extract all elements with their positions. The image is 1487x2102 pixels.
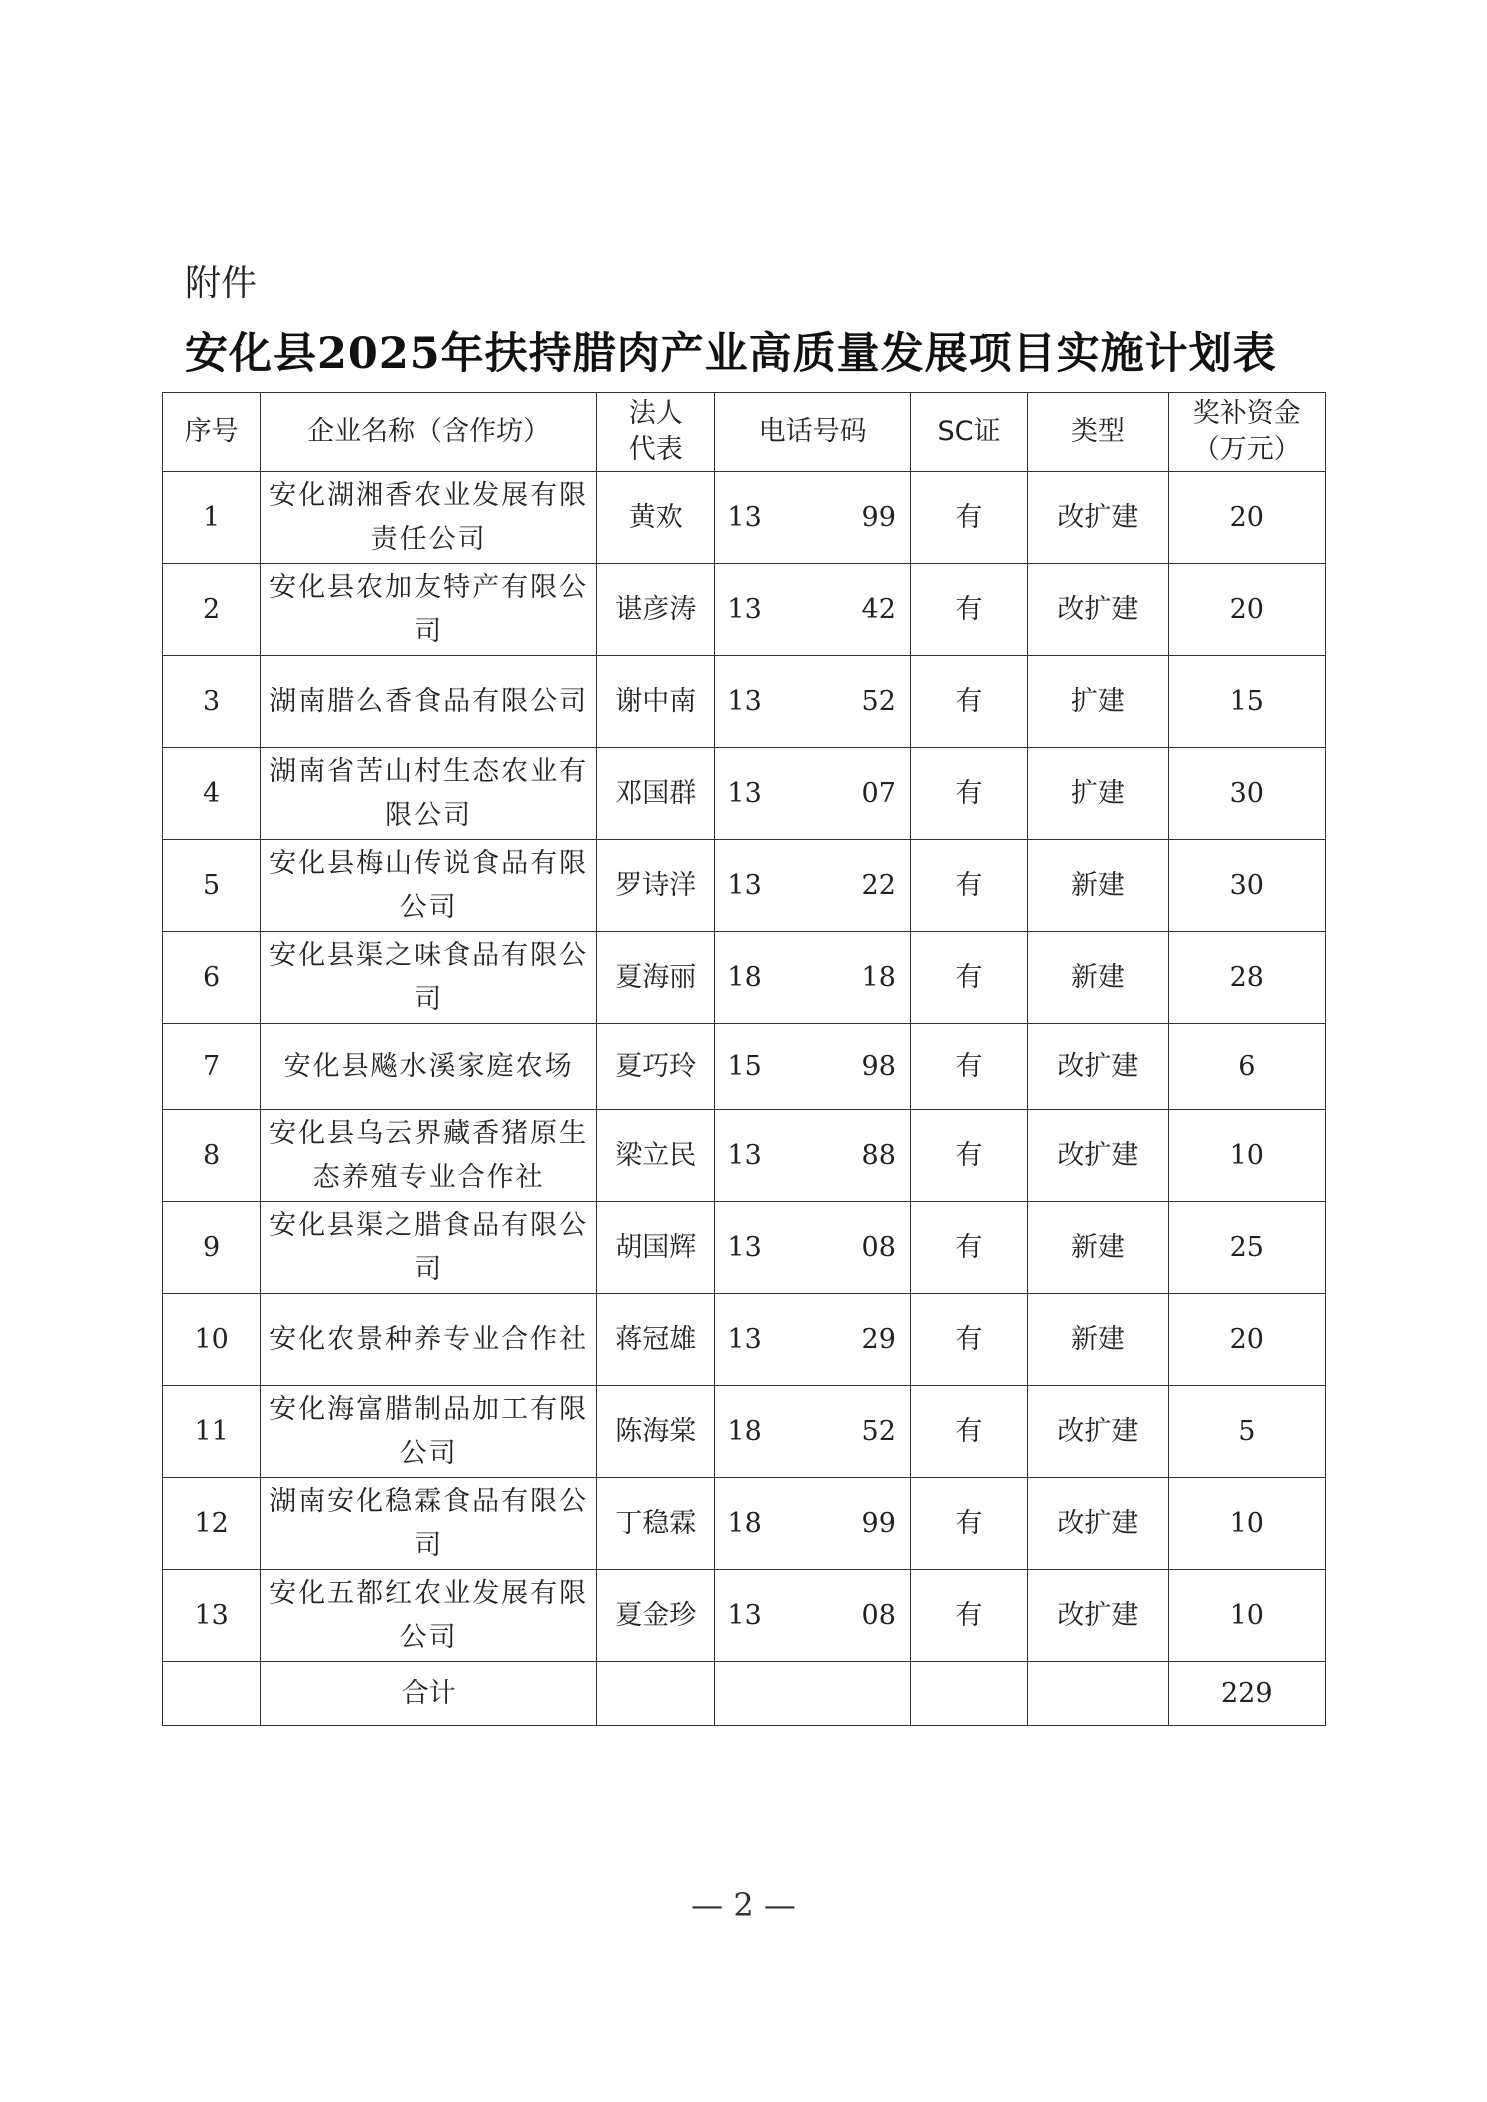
page-title: 安化县2025年扶持腊肉产业高质量发展项目实施计划表 (185, 329, 1277, 379)
legal-rep-cell: 夏海丽 (597, 932, 715, 1024)
phone-prefix: 18 (727, 1415, 762, 1447)
seq-cell: 6 (163, 932, 261, 1024)
subsidy-fund-cell: 5 (1168, 1386, 1325, 1478)
legal-rep-cell: 罗诗洋 (597, 840, 715, 932)
company-name-cell: 湖南安化稳霖食品有限公司 (261, 1478, 597, 1570)
header-subsidy-fund: 奖补资金（万元） (1168, 393, 1325, 472)
seq-cell: 12 (163, 1478, 261, 1570)
phone-cell (715, 1110, 911, 1202)
table-row (163, 1570, 1326, 1662)
phone-cell (715, 472, 911, 564)
phone-suffix: 29 (861, 1323, 896, 1355)
table-row (163, 472, 1326, 564)
subsidy-fund-cell: 15 (1168, 656, 1325, 748)
phone-suffix: 42 (861, 593, 896, 625)
total-row (163, 1662, 1326, 1726)
phone-suffix: 07 (861, 777, 896, 809)
seq-cell: 4 (163, 748, 261, 840)
phone-cell (715, 1570, 911, 1662)
sc-cert-cell: 有 (910, 1386, 1027, 1478)
sc-cert-cell: 有 (910, 1110, 1027, 1202)
seq-cell: 13 (163, 1570, 261, 1662)
company-name-cell: 湖南省苦山村生态农业有限公司 (261, 748, 597, 840)
type-cell: 扩建 (1028, 656, 1168, 748)
legal-rep-cell: 邓国群 (597, 748, 715, 840)
seq-cell: 10 (163, 1294, 261, 1386)
type-cell: 改扩建 (1028, 1386, 1168, 1478)
phone-cell (715, 564, 911, 656)
phone-cell (715, 1294, 911, 1386)
phone-cell (715, 840, 911, 932)
phone-prefix: 15 (727, 1050, 762, 1082)
sc-cert-cell: 有 (910, 1202, 1027, 1294)
page-number: — 2 — (691, 1886, 796, 1924)
attachment-label: 附件 (185, 263, 258, 304)
header-type: 类型 (1028, 393, 1168, 472)
type-cell: 扩建 (1028, 748, 1168, 840)
phone-prefix: 13 (727, 1139, 762, 1171)
subsidy-fund-cell: 6 (1168, 1024, 1325, 1110)
legal-rep-cell: 丁稳霖 (597, 1478, 715, 1570)
phone-cell (715, 1202, 911, 1294)
sc-cert-cell: 有 (910, 564, 1027, 656)
header-sc-cert: SC证 (910, 393, 1027, 472)
type-cell: 新建 (1028, 1202, 1168, 1294)
legal-rep-cell: 夏巧玲 (597, 1024, 715, 1110)
table-row (163, 1110, 1326, 1202)
phone-suffix: 88 (861, 1139, 896, 1171)
phone-suffix: 99 (861, 501, 896, 533)
phone-suffix: 99 (861, 1507, 896, 1539)
phone-suffix: 52 (861, 685, 896, 717)
header-seq: 序号 (163, 393, 261, 472)
subsidy-fund-cell: 10 (1168, 1570, 1325, 1662)
seq-cell: 3 (163, 656, 261, 748)
phone-prefix: 13 (727, 1599, 762, 1631)
table-row (163, 840, 1326, 932)
sc-cert-cell: 有 (910, 1294, 1027, 1386)
phone-cell (715, 1478, 911, 1570)
seq-cell: 8 (163, 1110, 261, 1202)
phone-prefix: 18 (727, 961, 762, 993)
phone-cell (715, 932, 911, 1024)
legal-rep-cell: 谌彦涛 (597, 564, 715, 656)
company-name-cell: 安化县梅山传说食品有限公司 (261, 840, 597, 932)
table-row (163, 656, 1326, 748)
phone-cell (715, 1024, 911, 1110)
legal-rep-cell: 梁立民 (597, 1110, 715, 1202)
phone-prefix: 13 (727, 1323, 762, 1355)
table-row (163, 748, 1326, 840)
phone-prefix: 13 (727, 777, 762, 809)
company-name-cell: 安化五都红农业发展有限公司 (261, 1570, 597, 1662)
company-name-cell: 安化县渠之腊食品有限公司 (261, 1202, 597, 1294)
company-name-cell: 安化县乌云界藏香猪原生态养殖专业合作社 (261, 1110, 597, 1202)
type-cell: 新建 (1028, 932, 1168, 1024)
table-row (163, 1294, 1326, 1386)
legal-rep-cell: 夏金珍 (597, 1570, 715, 1662)
phone-prefix: 13 (727, 685, 762, 717)
legal-rep-cell: 蒋冠雄 (597, 1294, 715, 1386)
header-phone: 电话号码 (715, 393, 911, 472)
total-type-cell (1028, 1662, 1168, 1726)
legal-rep-cell: 陈海棠 (597, 1386, 715, 1478)
type-cell: 新建 (1028, 1294, 1168, 1386)
sc-cert-cell: 有 (910, 1570, 1027, 1662)
sc-cert-cell: 有 (910, 840, 1027, 932)
total-phone-cell (715, 1662, 911, 1726)
seq-cell: 5 (163, 840, 261, 932)
phone-cell (715, 748, 911, 840)
table-row (163, 1478, 1326, 1570)
phone-cell (715, 1386, 911, 1478)
table-row (163, 564, 1326, 656)
total-sc-cell (910, 1662, 1027, 1726)
subsidy-fund-cell: 20 (1168, 472, 1325, 564)
phone-prefix: 13 (727, 869, 762, 901)
phone-suffix: 08 (861, 1231, 896, 1263)
company-name-cell: 安化农景种养专业合作社 (261, 1294, 597, 1386)
company-name-cell: 安化县农加友特产有限公司 (261, 564, 597, 656)
phone-cell (715, 656, 911, 748)
seq-cell: 11 (163, 1386, 261, 1478)
legal-rep-cell: 黄欢 (597, 472, 715, 564)
sc-cert-cell: 有 (910, 472, 1027, 564)
subsidy-fund-cell: 20 (1168, 1294, 1325, 1386)
phone-prefix: 18 (727, 1507, 762, 1539)
header-company-name: 企业名称（含作坊） (261, 393, 597, 472)
legal-rep-cell: 胡国辉 (597, 1202, 715, 1294)
type-cell: 改扩建 (1028, 472, 1168, 564)
total-seq-cell (163, 1662, 261, 1726)
type-cell: 改扩建 (1028, 1110, 1168, 1202)
phone-prefix: 13 (727, 1231, 762, 1263)
seq-cell: 2 (163, 564, 261, 656)
subsidy-fund-cell: 30 (1168, 840, 1325, 932)
total-fund: 229 (1168, 1662, 1325, 1726)
seq-cell: 9 (163, 1202, 261, 1294)
phone-suffix: 22 (861, 869, 896, 901)
subsidy-fund-cell: 28 (1168, 932, 1325, 1024)
company-name-cell: 安化县渠之味食品有限公司 (261, 932, 597, 1024)
sc-cert-cell: 有 (910, 656, 1027, 748)
phone-suffix: 52 (861, 1415, 896, 1447)
phone-suffix: 18 (861, 961, 896, 993)
subsidy-fund-cell: 10 (1168, 1478, 1325, 1570)
header-legal-rep: 法人代表 (597, 393, 715, 472)
sc-cert-cell: 有 (910, 1024, 1027, 1110)
subsidy-fund-cell: 30 (1168, 748, 1325, 840)
table-header-row (163, 393, 1326, 472)
table-row (163, 1386, 1326, 1478)
type-cell: 改扩建 (1028, 1478, 1168, 1570)
type-cell: 改扩建 (1028, 564, 1168, 656)
type-cell: 改扩建 (1028, 1024, 1168, 1110)
sc-cert-cell: 有 (910, 748, 1027, 840)
subsidy-fund-cell: 10 (1168, 1110, 1325, 1202)
table-row (163, 932, 1326, 1024)
type-cell: 新建 (1028, 840, 1168, 932)
table-row (163, 1024, 1326, 1110)
phone-prefix: 13 (727, 501, 762, 533)
legal-rep-cell: 谢中南 (597, 656, 715, 748)
company-name-cell: 湖南腊么香食品有限公司 (261, 656, 597, 748)
company-name-cell: 安化海富腊制品加工有限公司 (261, 1386, 597, 1478)
type-cell: 改扩建 (1028, 1570, 1168, 1662)
seq-cell: 1 (163, 472, 261, 564)
sc-cert-cell: 有 (910, 932, 1027, 1024)
phone-prefix: 13 (727, 593, 762, 625)
sc-cert-cell: 有 (910, 1478, 1027, 1570)
phone-suffix: 08 (861, 1599, 896, 1631)
subsidy-fund-cell: 20 (1168, 564, 1325, 656)
total-rep-cell (597, 1662, 715, 1726)
table-row (163, 1202, 1326, 1294)
company-name-cell: 安化县飚水溪家庭农场 (261, 1024, 597, 1110)
seq-cell: 7 (163, 1024, 261, 1110)
total-label: 合计 (261, 1662, 597, 1726)
company-name-cell: 安化湖湘香农业发展有限责任公司 (261, 472, 597, 564)
subsidy-fund-cell: 25 (1168, 1202, 1325, 1294)
implementation-plan-table (162, 392, 1326, 1726)
phone-suffix: 98 (861, 1050, 896, 1082)
